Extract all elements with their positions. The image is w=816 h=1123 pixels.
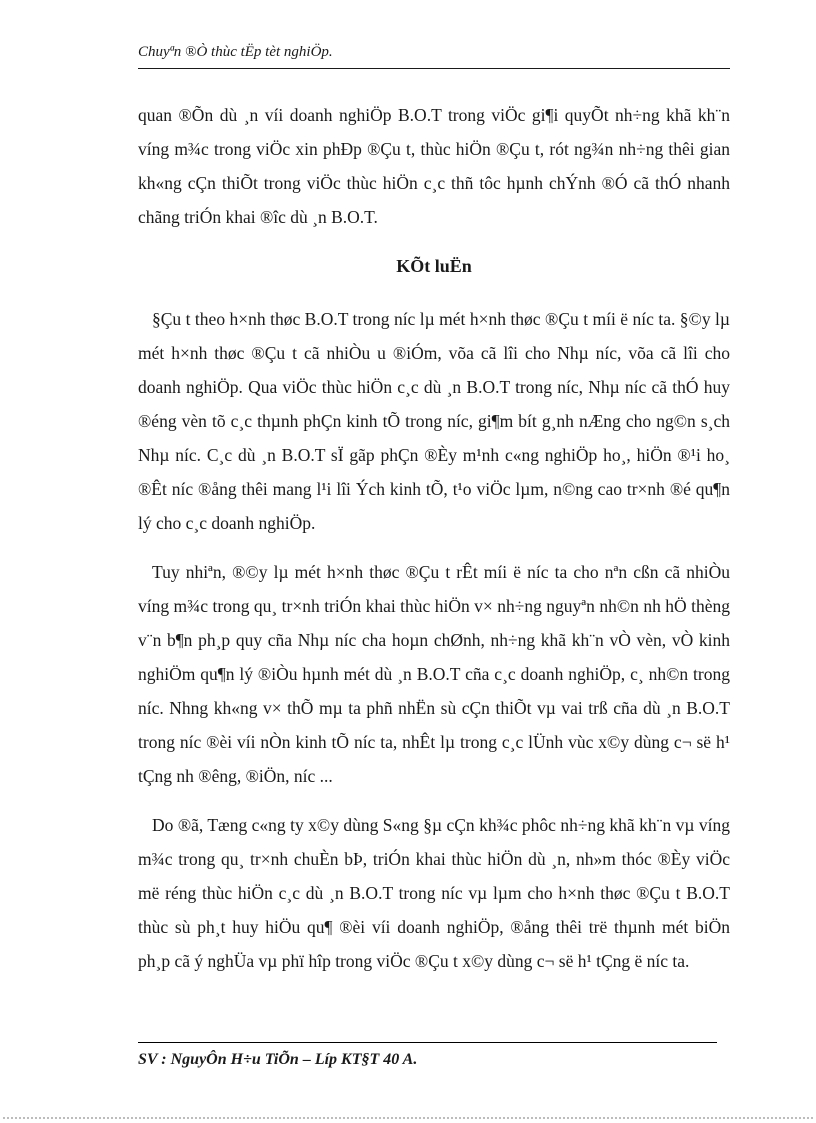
page-bottom-border	[3, 1117, 813, 1119]
header-title: Chuyªn ®Ò thùc tËp tèt nghiÖp.	[138, 44, 333, 60]
document-body	[138, 98, 730, 993]
paragraph: §Çu t theo h×nh thøc B.O.T trong níc lµ mét h×nh thøc ®Çu t míi ë níc ta. §©y lµ mét h×nh thøc ®Çu t cã nhiÒu u ®iÓm, võa cã lîi cho Nhµ níc, võa cã lîi cho doanh nghiÖp. Qua viÖc thùc hiÖn c¸c dù ¸n B.O.T trong níc, Nhµ níc cã thÓ huy ®éng vèn tõ c¸c thµnh phÇn kinh tÕ trong níc, gi¶m bít g¸nh nÆng cho ng©n s¸ch Nhµ níc. C¸c dù ¸n B.O.T sÏ gãp phÇn ®Èy m¹nh c«ng nghiÖp ho¸, hiÖn ®¹i ho¸ ®Êt níc ®ång thêi mang l¹i lîi Ých kinh tÕ, t¹o viÖc lµm, n©ng cao tr×nh ®é qu¶n lý cho c¸c doanh nghiÖp.	[138, 309, 730, 533]
footer-text: SV : NguyÔn H÷u TiÕn – Líp KT§T 40 A.	[138, 1051, 418, 1068]
page-footer	[138, 1042, 717, 1069]
paragraph-continuation: quan ®Õn dù ¸n víi doanh nghiÖp B.O.T trong viÖc gi¶i quyÕt nh÷ng khã kh¨n víng m¾c trong viÖc xin phÐp ®Çu t, thùc hiÖn ®Çu t, rót ng¾n nh÷ng thêi gian kh«ng cÇn thiÕt trong viÖc thùc hiÖn c¸c thñ tôc hµnh chÝnh ®Ó cã thÓ nhanh chãng triÓn khai ®îc dù ¸n B.O.T.	[138, 105, 730, 227]
paragraph: Tuy nhiªn, ®©y lµ mét h×nh thøc ®Çu t rÊt míi ë níc ta cho nªn cßn cã nhiÒu víng m¾c trong qu¸ tr×nh triÓn khai thùc hiÖn v× nh÷ng nguyªn nh©n nh hÖ thèng v¨n b¶n ph¸p quy cña Nhµ níc cha hoµn chØnh, nh÷ng khã kh¨n vÒ vèn, vÒ kinh nghiÖm qu¶n lý ®iÒu hµnh mét dù ¸n B.O.T cña c¸c doanh nghiÖp, c¸ nh©n trong níc. Nhng kh«ng v× thÕ mµ ta phñ nhËn sù cÇn thiÕt vµ vai trß cña dù ¸n B.O.T trong níc ®èi víi nÒn kinh tÕ níc ta, nhÊt lµ trong c¸c lÜnh vùc x©y dùng c¬ së h¹ tÇng nh ®êng, ®iÖn, níc ...	[138, 562, 730, 786]
page-header	[138, 44, 730, 69]
section-heading: KÕt luËn	[396, 256, 472, 276]
paragraph: Do ®ã, Tæng c«ng ty x©y dùng S«ng §µ cÇn kh¾c phôc nh÷ng khã kh¨n vµ víng m¾c trong qu¸ tr×nh chuÈn bÞ, triÓn khai thùc hiÖn dù ¸n, nh»m thóc ®Èy viÖc më réng thùc hiÖn c¸c dù ¸n B.O.T trong níc vµ lµm cho h×nh thøc ®Çu t B.O.T thùc sù ph¸t huy hiÖu qu¶ ®èi víi doanh nghiÖp, ®ång thêi trë thµnh mét biÖn ph¸p cã ý nghÜa vµ phï hîp trong viÖc ®Çu t x©y dùng c¬ së h¹ tÇng ë níc ta.	[138, 815, 730, 971]
